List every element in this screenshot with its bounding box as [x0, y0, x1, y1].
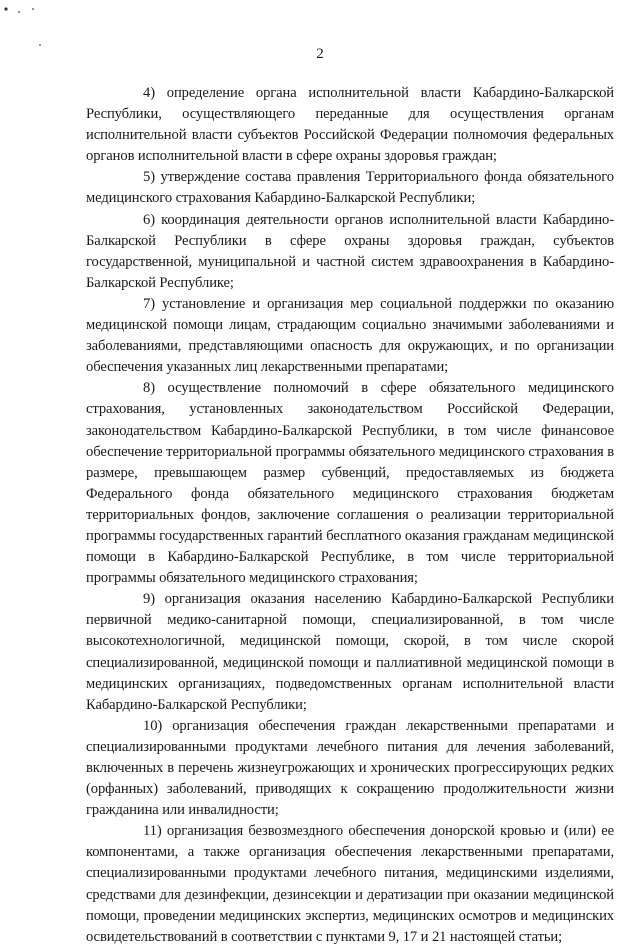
paragraph-item-8: 8) осуществление полномочий в сфере обязательного медицинского страхования, установленных законодательством Российской Федерации, законодательством Кабардино-Балкарской Республики, в том числе финансовое обеспечение территориальной программы обязательного медицинского страхования в размере, превышающем размер субвенций, предоставляемых из бюджета Федерального фонда обязательного медицинского страхования бюджетам территориальных фондов, заключение соглашения о реализации территориальной программы государственных гарантий бесплатного оказания гражданам медицинской помощи в Кабардино-Балкарской Республике, в том числе территориальной программы обязательного медицинского страхования; [86, 380, 614, 587]
scan-speck [4, 7, 7, 10]
paragraph-item-11: 11) организация безвозмездного обеспечения донорской кровью и (или) ее компонентами, а также организация обеспечения лекарственными препаратами, специализированными продуктами лечебного питания, медицинскими изделиями, средствами для дезинфекции, дезинсекции и дератизации при оказании медицинской помощи, проведении медицинских экспертиз, медицинских осмотров и медицинских освидетельствований в соответствии с пунктами 9, 17 и 21 настоящей статьи; [86, 823, 614, 945]
paragraph-item-10: 10) организация обеспечения граждан лекарственными препаратами и специализированными продуктами лечебного питания для лечения заболеваний, включенных в перечень жизнеугрожающих и хронических прогрессирующих редких (орфанных) заболеваний, приводящих к сокращению продолжительности жизни гражданина или инвалидности; [86, 717, 614, 819]
scan-speck [32, 8, 34, 10]
paragraph-item-7: 7) установление и организация мер социальной поддержки по оказанию медицинской помощи лицам, страдающим социально значимыми заболеваниями и заболеваниями, представляющими опасность для окружающих, и по организации обеспечения указанных лиц лекарственными препаратами; [86, 295, 614, 376]
page-number: 2 [316, 46, 324, 62]
paragraph-item-9: 9) организация оказания населению Кабардино-Балкарской Республики первичной медико-санитарной помощи, специализированной, в том числе высокотехнологичной, медицинской помощи, скорой, в том числе скорой специализированной, медицинской помощи и паллиативной медицинской помощи в медицинских организациях, подведомственных органам исполнительной власти Кабардино-Балкарской Республики; [86, 591, 614, 713]
paragraph-item-6: 6) координация деятельности органов исполнительной власти Кабардино-Балкарской Республики в сфере охраны здоровья граждан, субъектов государственной, муниципальной и частной систем здравоохранения в Кабардино-Балкарской Республике; [86, 211, 614, 291]
scan-speck [18, 11, 20, 13]
paragraph-item-4: 4) определение органа исполнительной власти Кабардино-Балкарской Республики, осуществляющего переданные для осуществления органам исполнительной власти субъектов Российской Федерации полномочия федеральных органов исполнительной власти в сфере охраны здоровья граждан; [86, 85, 614, 165]
paragraph-item-5: 5) утверждение состава правления Территориального фонда обязательного медицинского страхования Кабардино-Балкарской Республики; [86, 169, 614, 207]
body-text [86, 83, 614, 948]
